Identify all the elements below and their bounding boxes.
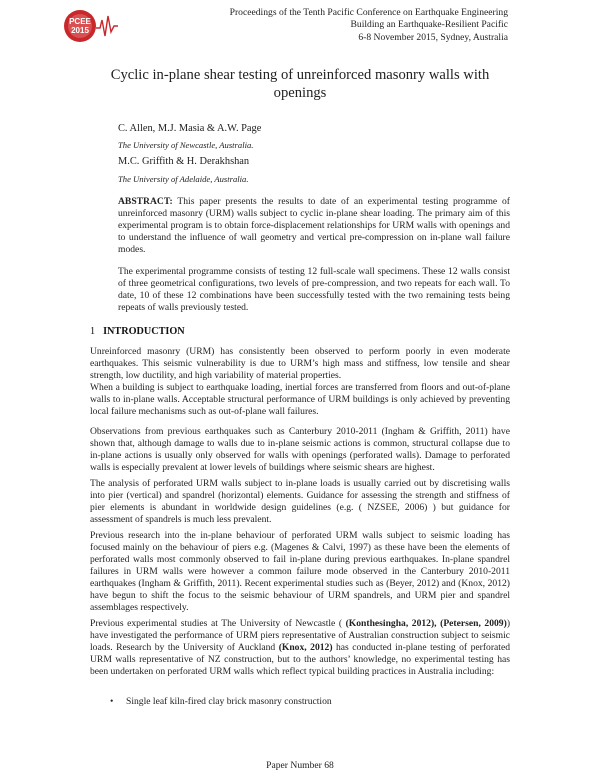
affiliation-newcastle: The University of Newcastle, Australia. bbox=[118, 140, 254, 150]
affiliation-adelaide: The University of Adelaide, Australia. bbox=[118, 174, 249, 184]
body-paragraph-6 bbox=[90, 618, 510, 678]
p6-citation-knox: (Knox, 2012) bbox=[278, 642, 333, 653]
header-line-3: 6-8 November 2015, Sydney, Australia bbox=[358, 31, 508, 43]
p6-text-e: has conducted in-plane testing of perforated URM walls representative of NZ construction, but to the authors’ knowledge, no experimental testing has been undertaken on perforated URM walls which reflect typical building practices in Australia including: bbox=[90, 642, 510, 677]
paper-title: Cyclic in-plane shear testing of unreinforced masonry walls with openings bbox=[110, 67, 490, 101]
svg-text:PCEE: PCEE bbox=[69, 17, 91, 26]
body-paragraph-5: Previous research into the in-plane behaviour of perforated URM walls subject to seismic loading has focused mainly on the behaviour of piers e.g. (Magenes & Calvi, 1997) as these have been the elements of perforated walls most commonly observed to fail in-plane during previous earthquakes. In-plane spandrel failures in URM walls were however a common failure mode observed in the Canterbury 2010-2011 earthquakes (Ingham & Griffith, 2011). Recent experimental studies such as (Beyer, 2012) and (Knox, 2012) have begun to shift the focus to the seismic behaviour of URM spandrels, and URM pier and spandrel assemblages respectively. bbox=[90, 530, 510, 613]
p6-text-c: ) have investigated the performance of URM piers representative of Australian construction subject to seismic loads. Research by the University of Auckland bbox=[90, 618, 511, 653]
p6-text-a: Previous experimental studies at The University of Newcastle ( bbox=[90, 618, 346, 629]
authors-newcastle: C. Allen, M.J. Masia & A.W. Page bbox=[118, 123, 262, 134]
section-heading-introduction bbox=[90, 326, 185, 337]
header-line-2: Building an Earthquake-Resilient Pacific bbox=[350, 19, 508, 31]
p6-citation-newcastle: (Konthesingha, 2012), (Petersen, 2009) bbox=[345, 618, 507, 629]
conference-header bbox=[230, 7, 508, 44]
body-paragraph-1: Unreinforced masonry (URM) has consistently been observed to perform poorly in even moderate earthquakes. This seismic vulnerability is due to URM’s high mass and stiffness, low tensile and shear strength, low ductility, and high variability of material properties. bbox=[90, 346, 510, 381]
abstract-label: ABSTRACT: bbox=[118, 196, 173, 207]
pcee-logo-icon bbox=[62, 6, 120, 46]
body-paragraph-4: The analysis of perforated URM walls subject to in-plane loads is usually carried out by discretising walls into pier (vertical) and spandrel (horizontal) elements. Guidance for assessing the strength and stiffness of pier elements is abundant in worldwide design guidelines (e.g. ( NZSEE, 2006) ) but guidance for assessment of spandrels is much less prevalent. bbox=[90, 478, 510, 525]
page-footer: Paper Number 68 bbox=[266, 760, 334, 771]
section-title: INTRODUCTION bbox=[103, 326, 185, 337]
abstract-paragraph-2: The experimental programme consists of testing 12 full-scale wall specimens. These 12 walls consist of three geometrical configurations, two levels of pre-compression, and two repeats for each wall. To date, 10 of these 12 combinations have been successfully tested with the two remaining tests being repeats of walls previously tested. bbox=[118, 266, 510, 313]
conference-logo bbox=[62, 6, 120, 46]
body-paragraph-2: When a building is subject to earthquake loading, inertial forces are transferred from floors and out-of-plane walls to in-plane walls. Acceptable structural performance of URM buildings is only achieved by preventing local failure mechanisms such as out-of-plane wall failures. bbox=[90, 382, 510, 417]
authors-adelaide: M.C. Griffith & H. Derakhshan bbox=[118, 156, 250, 167]
body-paragraph-3: Observations from previous earthquakes such as Canterbury 2010-2011 (Ingham & Griffith, 2011) have shown that, although damage to walls due to in-plane seismic actions is common, structural collapse due to in-plane actions is usually only observed for walls with openings (perforated walls). Damage to perforated walls is especially prevalent at lower levels of buildings where seismic shears are highest. bbox=[90, 426, 510, 473]
header-line-1: Proceedings of the Tenth Pacific Conference on Earthquake Engineering bbox=[229, 7, 508, 18]
section-number: 1 bbox=[90, 326, 96, 337]
svg-text:2015: 2015 bbox=[71, 26, 89, 35]
list-item: • Single leaf kiln-fired clay brick masonry construction bbox=[126, 696, 332, 707]
abstract bbox=[118, 196, 510, 256]
abstract-text: This paper presents the results to date of an experimental testing programme of unreinforced masonry (URM) walls subject to cyclic in-plane shear loading. The primary aim of this experimental program is to obtain force-displacement relationships for URM walls with openings and to understand the influence of wall geometry and vertical pre-compression on in-plane wall failure modes. bbox=[118, 196, 510, 255]
